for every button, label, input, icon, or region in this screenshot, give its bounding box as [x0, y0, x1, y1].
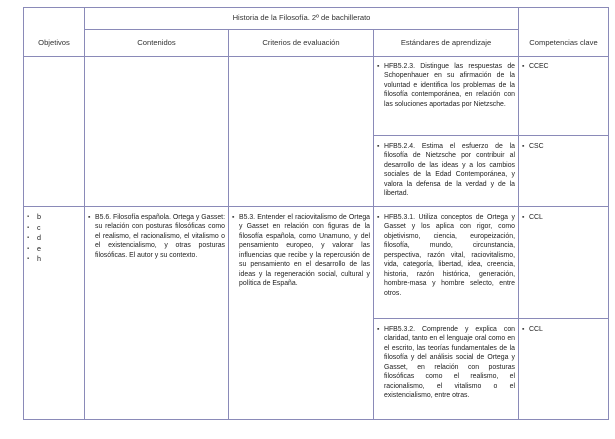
bullet-icon: ▪ — [377, 214, 380, 221]
bullet-icon: ▪ — [522, 143, 525, 150]
row-divider — [373, 135, 609, 136]
bullet-icon: ▪ — [88, 214, 91, 221]
competence-ccl: CCL — [529, 326, 543, 333]
standard-hfb5-3-1: HFB5.3.1. Utiliza conceptos de Ortega y Gasset y los aplica con rigor, como objetivismo, ciencia, europeización, filosofía, mundo, circunstancia, perspectiva, razón vital, raciovitalismo, vida, categoría, libertad, idea, creencia, historia, razón histórica, generación, hombre-masa y hombre selecto, entre otros. — [384, 214, 515, 297]
column-divider — [518, 7, 519, 420]
competence-ccl: CCL — [529, 214, 543, 221]
competence-csc: CSC — [529, 143, 544, 150]
table-border-right — [608, 7, 609, 420]
header-competencias: Competencias clave — [529, 38, 598, 47]
header-contenidos: Contenidos — [137, 38, 176, 47]
row-divider — [373, 318, 609, 319]
objectives-list — [27, 212, 41, 265]
header-estandares: Estándares de aprendizaje — [400, 38, 492, 47]
row-divider — [23, 206, 609, 207]
bullet-icon: ▪ — [522, 214, 525, 221]
criterion-b5-3: B5.3. Entender el raciovitalismo de Ortega y Gasset en relación con figuras de la filosofía española, como Unamuno, y del pensamiento europeo, y valorar las influencias que recibe y la repercusión de su pensamiento en el desarrollo de las ideas y la regeneración social, cultural y política de España. — [239, 214, 370, 288]
bullet-icon: ▪ — [377, 63, 380, 70]
objective-item: ▪ b — [27, 212, 41, 223]
content-b5-6: B5.6. Filosofía española. Ortega y Gasset: su relación con posturas filosóficas como el realismo, el racionalismo, el vitalismo o el existencialismo, y otras posturas filosóficas. El autor y su contexto. — [95, 214, 225, 259]
standard-hfb5-3-2: HFB5.3.2. Comprende y explica con claridad, tanto en el lenguaje oral como en el escrito, las teorías fundamentales de la filosofía y del análisis social de Ortega y Gasset, en relación con posturas filosóficas como el realismo, el racionalismo, el vitalismo o el existencialismo, entre otras. — [384, 326, 515, 400]
title-divider — [84, 29, 519, 30]
table-title: Historia de la Filosofía. 2º de bachillerato — [232, 13, 371, 22]
column-divider — [84, 7, 85, 420]
standard-hfb5-2-3: HFB5.2.3. Distingue las respuestas de Schopenhauer en su afirmación de la voluntad e identifica los problemas de la filosofía contemporánea, en relación con las soluciones aportadas por Nietzsche. — [384, 63, 515, 108]
objective-item: ▪ d — [27, 233, 41, 244]
standard-hfb5-2-4: HFB5.2.4. Estima el esfuerzo de la filosofía de Nietzsche por contribuir al desarrollo de las ideas y a los cambios sociales de la Edad Contemporánea, y valora la defensa de la verdad y de la libertad. — [384, 143, 515, 198]
curriculum-table — [23, 7, 609, 420]
objective-item: ▪ h — [27, 254, 41, 265]
objectives-cell — [23, 206, 84, 306]
bullet-icon: ▪ — [377, 143, 380, 150]
header-divider — [23, 56, 609, 57]
bullet-icon: ▪ — [522, 63, 525, 70]
competence-ccec: CCEC — [529, 63, 549, 70]
column-divider — [373, 29, 374, 420]
bullet-icon: ▪ — [377, 326, 380, 333]
column-divider — [228, 29, 229, 420]
table-border-top — [23, 7, 609, 8]
bullet-icon: ▪ — [232, 214, 235, 221]
objective-item: ▪ e — [27, 244, 41, 255]
objective-item: ▪ c — [27, 223, 41, 234]
bullet-icon: ▪ — [522, 326, 525, 333]
header-criterios: Criterios de evaluación — [262, 38, 340, 47]
table-border-bottom — [23, 419, 609, 420]
header-objetivos: Objetivos — [38, 38, 70, 47]
